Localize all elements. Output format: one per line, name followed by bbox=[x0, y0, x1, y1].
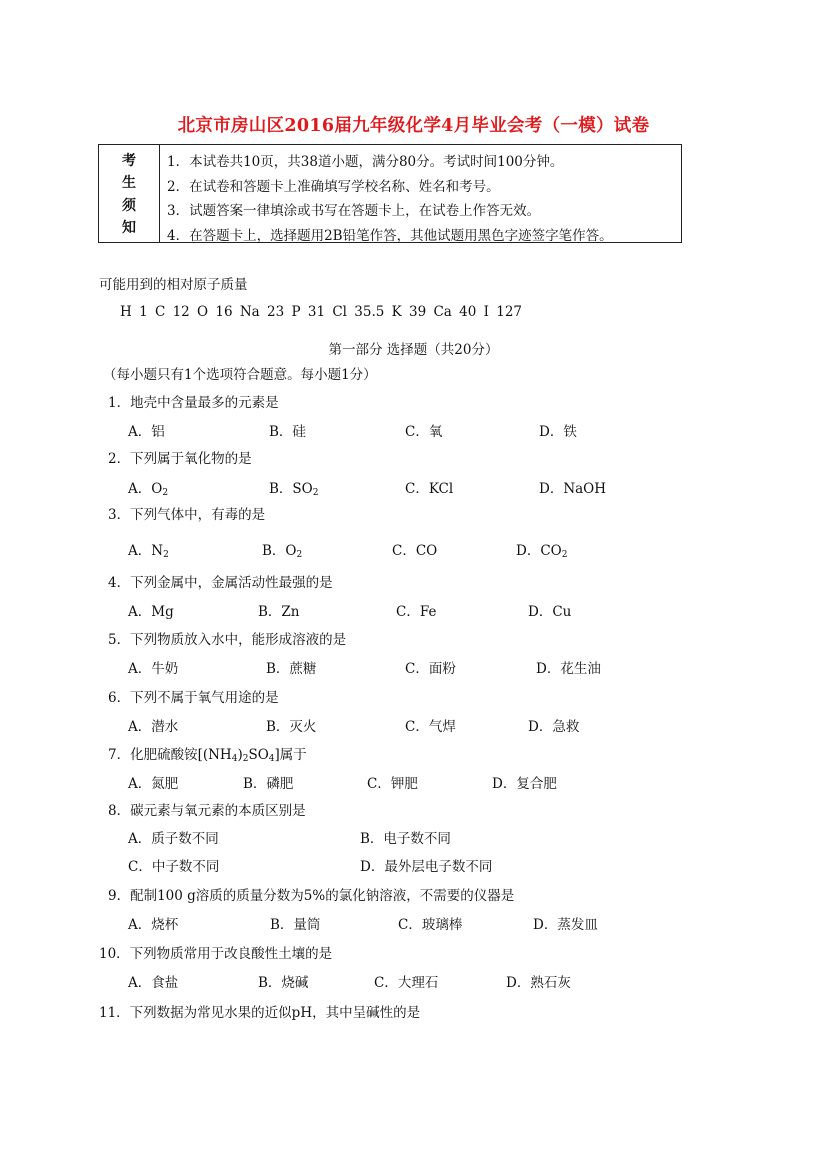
option-a: A．氮肥 bbox=[128, 776, 179, 792]
option-d: D．复合肥 bbox=[492, 776, 557, 792]
question-stem bbox=[108, 743, 307, 764]
option-a: A．潜水 bbox=[128, 719, 179, 735]
section-instruction: （每小题只有1个选项符合题意。每小题1分） bbox=[103, 367, 377, 383]
option-b: B．电子数不同 bbox=[360, 831, 451, 847]
subscript: 4 bbox=[231, 754, 238, 764]
question-stem: 4．下列金属中，金属活动性最强的是 bbox=[108, 575, 333, 591]
stem-text: 7．化肥硫酸铵[(NH bbox=[108, 747, 232, 763]
stem-text: SO bbox=[248, 747, 269, 763]
option-d: D．花生油 bbox=[536, 661, 601, 677]
option-c: C．大理石 bbox=[374, 975, 439, 991]
option-a: A．烧杯 bbox=[128, 917, 179, 933]
option-b: B．硅 bbox=[269, 424, 306, 440]
option-b: B．烧碱 bbox=[258, 975, 309, 991]
atomic-mass-heading: 可能用到的相对原子质量 bbox=[99, 277, 248, 293]
option-d: D．最外层电子数不同 bbox=[360, 859, 493, 875]
notice-item: 1．本试卷共10页，共38道小题，满分80分。考试时间100分钟。 bbox=[167, 154, 564, 170]
notice-list bbox=[167, 150, 675, 248]
option-b bbox=[262, 539, 302, 560]
subscript: 2 bbox=[312, 488, 319, 498]
question-stem: 11．下列数据为常见水果的近似pH，其中呈碱性的是 bbox=[99, 1005, 421, 1021]
option-b: B．蔗糖 bbox=[266, 661, 317, 677]
stem-text: ]属于 bbox=[274, 747, 307, 763]
notice-item: 3．试题答案一律填涂或书写在答题卡上，在试卷上作答无效。 bbox=[167, 203, 541, 219]
notice-heading-char: 须 bbox=[122, 197, 136, 214]
option-d: D．蒸发皿 bbox=[533, 917, 598, 933]
option-c: C．气焊 bbox=[405, 719, 456, 735]
option-b: B．磷肥 bbox=[243, 776, 294, 792]
option-b: B．灭火 bbox=[266, 719, 317, 735]
option-text: B．O bbox=[262, 543, 297, 559]
question-stem: 10．下列物质常用于改良酸性土壤的是 bbox=[99, 946, 333, 962]
option-c: C．玻璃棒 bbox=[398, 917, 463, 933]
option-text: A．O bbox=[128, 481, 163, 497]
option-d: D．急救 bbox=[528, 719, 580, 735]
option-b: B．Zn bbox=[258, 604, 300, 620]
option-c: C．氧 bbox=[405, 424, 443, 440]
option-d: D．Cu bbox=[528, 604, 572, 620]
stem-text: ) bbox=[237, 747, 243, 763]
question-stem: 8．碳元素与氧元素的本质区别是 bbox=[108, 803, 306, 819]
notice-heading-char: 考 bbox=[122, 152, 136, 169]
option-text: B．SO bbox=[269, 481, 313, 497]
option-c: C．Fe bbox=[396, 604, 437, 620]
option-a: A．质子数不同 bbox=[128, 831, 219, 847]
notice-item: 4．在答题卡上，选择题用2B铅笔作答，其他试题用黑色字迹签字笔作答。 bbox=[167, 227, 613, 244]
option-c: C．钾肥 bbox=[367, 776, 418, 792]
subscript: 4 bbox=[268, 754, 275, 764]
atomic-mass-values: H 1 C 12 O 16 Na 23 P 31 Cl 35.5 K 39 Ca 40 I 127 bbox=[120, 304, 522, 320]
option-text: A．N bbox=[128, 543, 164, 559]
subscript: 2 bbox=[561, 550, 568, 560]
option-c: C．面粉 bbox=[405, 661, 456, 677]
exam-title: 北京市房山区2016届九年级化学4月毕业会考（一模）试卷 bbox=[177, 116, 650, 136]
option-b: B．量筒 bbox=[270, 917, 321, 933]
option-a bbox=[128, 539, 169, 560]
option-a bbox=[128, 477, 168, 498]
option-a: A．牛奶 bbox=[128, 661, 179, 677]
option-d: D．NaOH bbox=[539, 481, 607, 497]
option-d: D．铁 bbox=[539, 424, 577, 440]
subscript: 2 bbox=[162, 488, 169, 498]
question-stem: 2．下列属于氧化物的是 bbox=[108, 451, 252, 467]
subscript: 2 bbox=[296, 550, 303, 560]
exam-notice-box bbox=[98, 144, 682, 243]
section-title: 第一部分 选择题（共20分） bbox=[328, 342, 499, 358]
option-d bbox=[516, 539, 567, 560]
question-stem: 9．配制100 g溶质的质量分数为5%的氯化钠溶液，不需要的仪器是 bbox=[108, 888, 515, 904]
notice-heading-char: 生 bbox=[122, 175, 136, 192]
option-c: C．中子数不同 bbox=[128, 859, 220, 875]
option-b bbox=[269, 477, 318, 498]
option-c: C．KCl bbox=[405, 481, 454, 497]
question-stem: 6．下列不属于氧气用途的是 bbox=[108, 690, 279, 706]
subscript: 2 bbox=[242, 754, 249, 764]
question-stem: 5．下列物质放入水中，能形成溶液的是 bbox=[108, 632, 347, 648]
subscript: 2 bbox=[163, 550, 169, 560]
option-text: D．CO bbox=[516, 543, 562, 559]
option-a: A．Mg bbox=[128, 604, 174, 620]
question-stem: 1．地壳中含量最多的元素是 bbox=[108, 395, 279, 411]
question-stem: 3．下列气体中，有毒的是 bbox=[108, 507, 266, 523]
option-d: D．熟石灰 bbox=[506, 975, 571, 991]
notice-item: 2．在试卷和答题卡上准确填写学校名称、姓名和考号。 bbox=[167, 178, 500, 195]
option-a: A．食盐 bbox=[128, 975, 179, 991]
notice-heading-char: 知 bbox=[122, 220, 136, 237]
option-c: C．CO bbox=[392, 543, 438, 559]
notice-heading bbox=[99, 145, 160, 242]
option-a: A．铝 bbox=[128, 424, 165, 440]
